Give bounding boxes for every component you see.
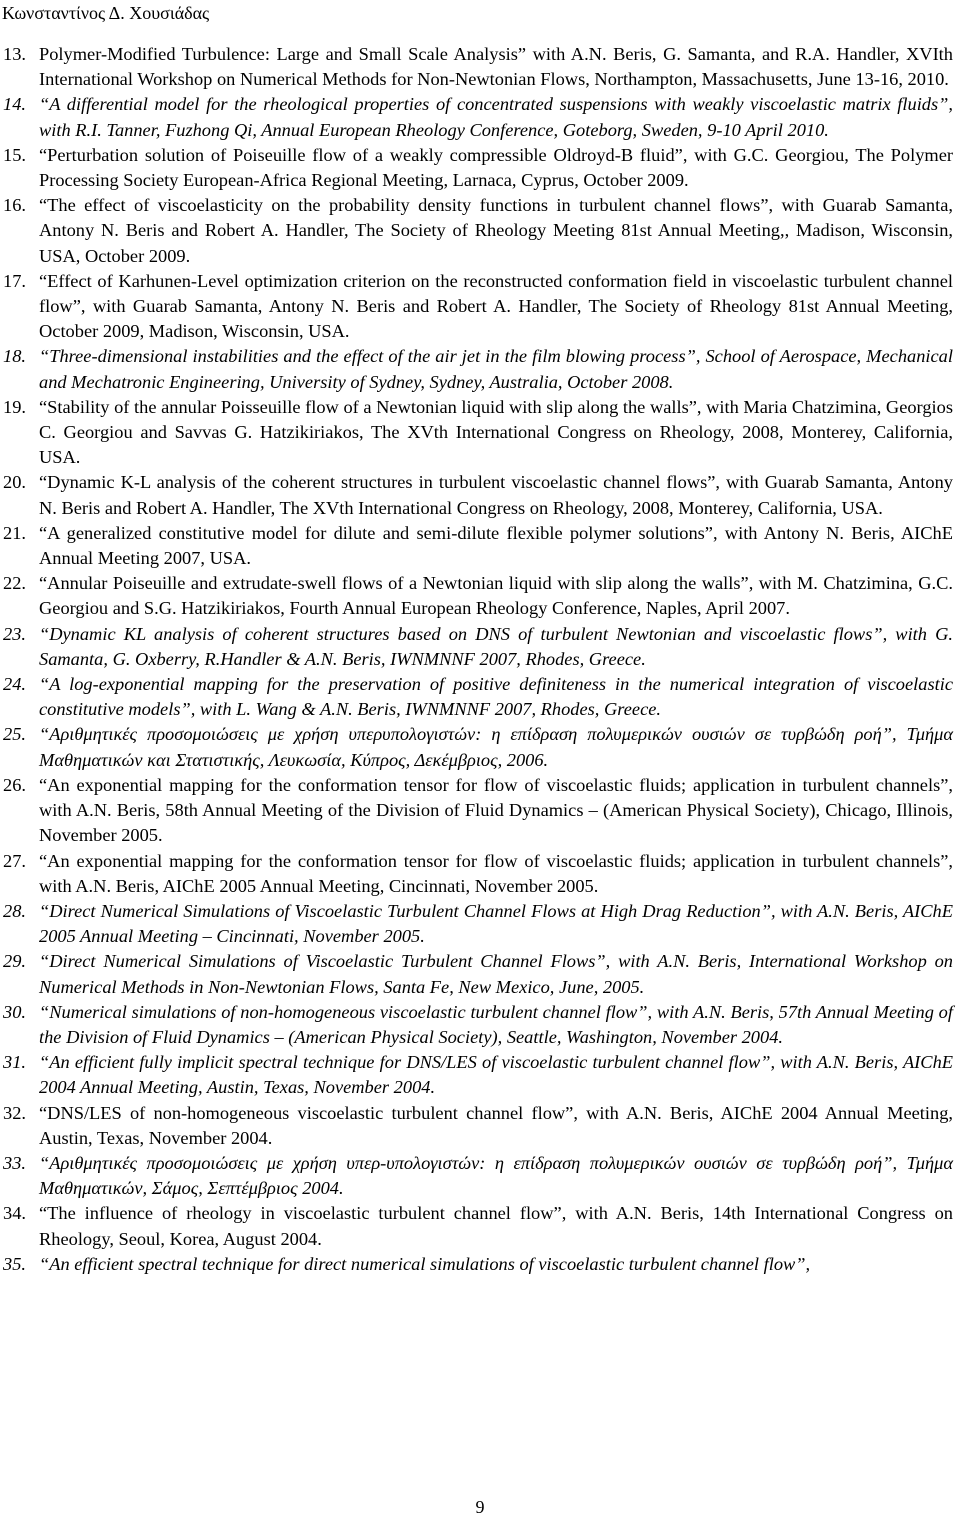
- publication-item: [3, 1252, 953, 1277]
- publication-text: “Αριθμητικές προσομοιώσεις με χρήση υπερ-υπολογιστών: η επίδραση πολυμερικών ουσιών σε τυρβώδη ροή”, Τμήμα Μαθηματικών, Σάμος, Σεπτέμβριος 2004.: [39, 1152, 953, 1199]
- publication-text: “Stability of the annular Poisseuille flow of a Newtonian liquid with slip along the walls”, with Maria Chatzimina, Georgios C. Georgiou and Savvas G. Hatzikiriakos, The XVth International Congress on Rheology, 2008, Monterey, California, USA.: [39, 396, 953, 468]
- publication-item: [3, 849, 953, 899]
- publication-item: [3, 672, 953, 722]
- publication-number: 25.: [3, 724, 26, 745]
- publication-text: “Perturbation solution of Poiseuille flow of a weakly compressible Oldroyd-B fluid”, with G.C. Georgiou, The Polymer Processing Society European-Africa Regional Meeting, Larnaca, Cyprus, October 2009.: [39, 144, 953, 191]
- publication-item: [3, 344, 953, 394]
- publication-text: “Direct Numerical Simulations of Viscoelastic Turbulent Channel Flows at High Drag Reduction”, with A.N. Beris, AIChE 2005 Annual Meeting – Cincinnati, November 2005.: [39, 900, 953, 947]
- publication-item: [3, 1101, 953, 1151]
- publication-text: “The influence of rheology in viscoelastic turbulent channel flow”, with A.N. Beris, 14th International Congress on Rheology, Seoul, Korea, August 2004.: [39, 1203, 953, 1249]
- publication-text: “A differential model for the rheological properties of concentrated suspensions with weakly viscoelastic matrix fluids”, with R.I. Tanner, Fuzhong Qi, Annual European Rheology Conference, Goteborg, Sweden, 9-10 April 2010.: [39, 94, 953, 140]
- publication-item: [3, 622, 953, 672]
- publication-number: 17.: [3, 270, 26, 291]
- publication-number: 15.: [3, 144, 26, 165]
- publication-text: “Dynamic K-L analysis of the coherent structures in turbulent viscoelastic channel flows”, with Guarab Samanta, Antony N. Beris and Robert A. Handler, The XVth International Congress on Rheology, 2008, Monterey, California, USA.: [39, 472, 953, 518]
- publication-text: “An efficient spectral technique for direct numerical simulations of viscoelastic turbulent channel flow”,: [39, 1253, 811, 1274]
- publication-number: 18.: [3, 346, 26, 367]
- publication-text: “Annular Poiseuille and extrudate-swell flows of a Newtonian liquid with slip along the walls”, with M. Chatzimina, G.C. Georgiou and S.G. Hatzikiriakos, Fourth Annual European Rheology Conference, Naples, April 2007.: [39, 573, 953, 619]
- publication-number: 29.: [3, 951, 26, 972]
- publication-item: [3, 949, 953, 999]
- publication-text: “An exponential mapping for the conformation tensor for flow of viscoelastic fluids; application in turbulent channels”, with A.N. Beris, AIChE 2005 Annual Meeting, Cincinnati, November 2005.: [39, 850, 953, 896]
- publication-item: [3, 571, 953, 621]
- publication-item: [3, 395, 953, 471]
- publication-item: [3, 773, 953, 849]
- publication-item: [3, 722, 953, 772]
- publication-number: 26.: [3, 774, 26, 795]
- publication-text: “DNS/LES of non-homogeneous viscoelastic turbulent channel flow”, with A.N. Beris, AIChE 2004 Annual Meeting, Austin, Texas, November 2004.: [39, 1102, 953, 1148]
- publication-item: [3, 521, 953, 571]
- publication-number: 20.: [3, 472, 26, 493]
- publication-item: [3, 143, 953, 193]
- publication-text: “Dynamic KL analysis of coherent structures based on DNS of turbulent Newtonian and viscoelastic flows”, with G. Samanta, G. Oxberry, R.Handler & A.N. Beris, IWNMNNF 2007, Rhodes, Greece.: [39, 623, 953, 669]
- running-header-author: Κωνσταντίνος Δ. Χουσιάδας: [2, 3, 210, 23]
- publication-text: “Numerical simulations of non-homogeneous viscoelastic turbulent channel flow”, with A.N. Beris, 57th Annual Meeting of the Division of Fluid Dynamics – (American Physical Society), Seattle, Washington, November 2004.: [39, 1001, 953, 1047]
- publication-text: “Αριθμητικές προσομοιώσεις με χρήση υπερυπολογιστών: η επίδραση πολυμερικών ουσιών σε τυρβώδη ροή”, Τμήμα Μαθηματικών και Στατιστικής, Λευκωσία, Κύπρος, Δεκέμβριος, 2006.: [39, 724, 953, 770]
- publication-text: “An exponential mapping for the conformation tensor for flow of viscoelastic fluids; application in turbulent channels”, with A.N. Beris, 58th Annual Meeting of the Division of Fluid Dynamics – (American Physical Society), Chicago, Illinois, November 2005.: [39, 774, 953, 846]
- publication-list: [3, 42, 953, 1277]
- publication-text: “An efficient fully implicit spectral technique for DNS/LES of viscoelastic turbulent channel flow”, with A.N. Beris, AIChE 2004 Annual Meeting, Austin, Texas, November 2004.: [39, 1052, 953, 1098]
- publication-item: [3, 1201, 953, 1251]
- publication-item: [3, 42, 953, 92]
- publication-text: “Effect of Karhunen-Level optimization criterion on the reconstructed conformation field in viscoelastic turbulent channel flow”, with Guarab Samanta, Antony N. Beris and Robert A. Handler, The Society of Rheology 81st Annual Meeting, October 2009, Madison, Wisconsin, USA.: [39, 270, 953, 342]
- publication-text: “Three-dimensional instabilities and the effect of the air jet in the film blowing process”, School of Aerospace, Mechanical and Mechatronic Engineering, University of Sydney, Sydney, Australia, October 2008.: [39, 346, 953, 392]
- publication-number: 32.: [3, 1102, 26, 1123]
- publication-number: 33.: [3, 1152, 26, 1173]
- publication-text: “A generalized constitutive model for dilute and semi-dilute flexible polymer solutions”, with Antony N. Beris, AIChE Annual Meeting 2007, USA.: [39, 522, 953, 569]
- publication-number: 19.: [3, 396, 26, 417]
- page-number: 9: [475, 1497, 485, 1517]
- publication-text: “A log-exponential mapping for the preservation of positive definiteness in the numerical integration of viscoelastic constitutive models”, with L. Wang & A.N. Beris, IWNMNNF 2007, Rhodes, Greece.: [39, 674, 953, 720]
- publication-number: 23.: [3, 623, 26, 644]
- publication-number: 16.: [3, 195, 26, 216]
- publication-text: “Direct Numerical Simulations of Viscoelastic Turbulent Channel Flows”, with A.N. Beris, International Workshop on Numerical Methods in Non-Newtonian Flows, Santa Fe, New Mexico, June, 2005.: [39, 951, 953, 997]
- publication-item: [3, 269, 953, 345]
- publication-item: [3, 1151, 953, 1201]
- publication-number: 35.: [3, 1253, 26, 1274]
- publication-number: 27.: [3, 850, 26, 871]
- publication-number: 24.: [3, 674, 26, 695]
- publication-item: [3, 1050, 953, 1100]
- publication-number: 22.: [3, 573, 26, 594]
- publication-item: [3, 193, 953, 269]
- publication-number: 34.: [3, 1203, 26, 1224]
- publication-item: [3, 1000, 953, 1050]
- publication-number: 30.: [3, 1001, 26, 1022]
- publication-number: 14.: [3, 94, 26, 115]
- publication-number: 31.: [3, 1052, 26, 1073]
- publication-item: [3, 470, 953, 520]
- publication-item: [3, 92, 953, 142]
- publication-text: “The effect of viscoelasticity on the probability density functions in turbulent channel flows”, with Guarab Samanta, Antony N. Beris and Robert A. Handler, The Society of Rheology Meeting 81st Annual Meeting,, Madison, Wisconsin, USA, October 2009.: [39, 195, 953, 266]
- publication-number: 28.: [3, 900, 26, 921]
- publication-number: 21.: [3, 522, 26, 543]
- publication-number: 13.: [3, 44, 26, 64]
- publication-item: [3, 899, 953, 949]
- publication-text: Polymer-Modified Turbulence: Large and Small Scale Analysis” with A.N. Beris, G. Samanta, and R.A. Handler, XVIth International Workshop on Numerical Methods for Non-Newtonian Flows, Northampton, Massachusetts, June 13-16, 2010.: [39, 44, 953, 90]
